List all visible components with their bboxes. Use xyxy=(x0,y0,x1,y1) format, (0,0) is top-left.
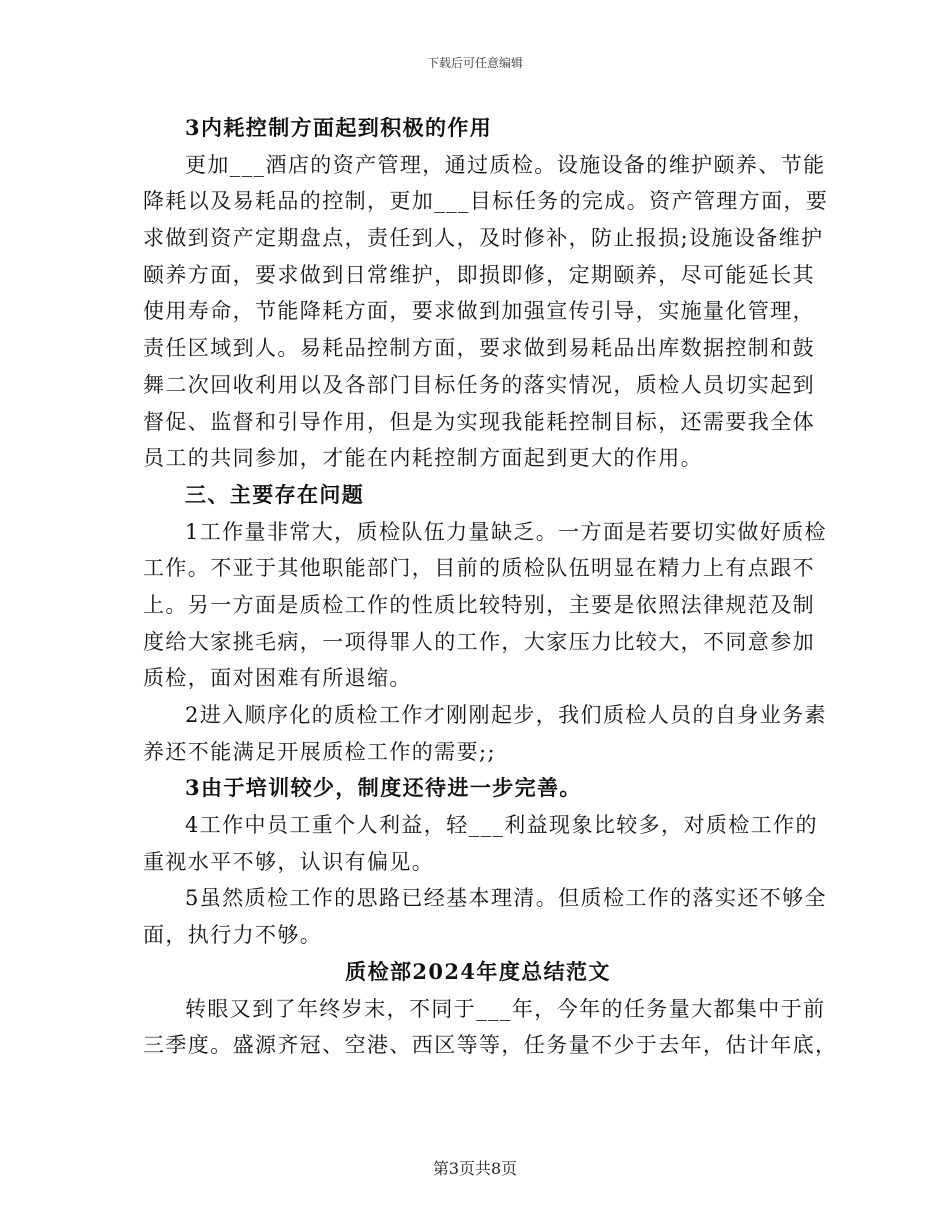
paragraph-line: 质检，面对困难有所退缩。 xyxy=(143,666,412,691)
paragraph-line: 1工作量非常大，质检队伍力量缺乏。一方面是若要切实做好质检 xyxy=(185,519,827,544)
section-heading: 3由于培训较少，制度还待进一步完善。 xyxy=(185,775,582,801)
paragraph-line: 颐养方面，要求做到日常维护，即损即修，定期颐养，尽可能延长其 xyxy=(143,262,815,287)
paragraph-line: 求做到资产定期盘点，责任到人，及时修补，防止报损;设施设备维护 xyxy=(143,226,824,251)
paragraph-line: 面，执行力不够。 xyxy=(143,923,323,948)
paragraph-line: 降耗以及易耗品的控制，更加___目标任务的完成。资产管理方面，要 xyxy=(143,189,829,214)
header-note: 下载后可任意编辑 xyxy=(426,56,523,70)
paragraph-line: 三季度。盛源齐冠、空港、西区等等，任务量不少于去年，估计年底， xyxy=(143,1033,838,1058)
paragraph-line: 养还不能满足开展质检工作的需要;; xyxy=(143,739,496,764)
paragraph-line: 度给大家挑毛病，一项得罪人的工作，大家压力比较大，不同意参加 xyxy=(143,629,815,654)
paragraph-line: 5虽然质检工作的思路已经基本理清。但质检工作的落实还不够全 xyxy=(185,886,827,911)
document-title: 质检部2024年度总结范文 xyxy=(345,958,611,984)
section-heading: 3内耗控制方面起到积极的作用 xyxy=(185,115,493,140)
section-heading: 三、主要存在问题 xyxy=(185,481,365,507)
paragraph-line: 2进入顺序化的质检工作才刚刚起步，我们质检人员的自身业务素 xyxy=(185,703,827,727)
page-number-footer: 第3页共8页 xyxy=(432,1159,518,1178)
paragraph-line: 员工的共同参加，才能在内耗控制方面起到更大的作用。 xyxy=(143,446,703,471)
paragraph-line: 责任区域到人。易耗品控制方面，要求做到易耗品出库数据控制和鼓 xyxy=(143,336,815,361)
paragraph-line: 工作。不亚于其他职能部门，目前的质检队伍明显在精力上有点跟不 xyxy=(143,556,815,581)
paragraph-line: 使用寿命，节能降耗方面，要求做到加强宣传引导，实施量化管理， xyxy=(143,299,815,324)
paragraph-line: 4工作中员工重个人利益，轻___利益现象比较多，对质检工作的 xyxy=(185,813,818,838)
paragraph-line: 督促、监督和引导作用，但是为实现我能耗控制目标，还需要我全体 xyxy=(143,409,815,434)
paragraph-line: 舞二次回收利用以及各部门目标任务的落实情况，质检人员切实起到 xyxy=(143,372,815,397)
paragraph-line: 转眼又到了年终岁末，不同于___年，今年的任务量大都集中于前 xyxy=(185,996,826,1021)
paragraph-line: 上。另一方面是质检工作的性质比较特别，主要是依照法律规范及制 xyxy=(143,592,815,617)
paragraph-line: 重视水平不够，认识有偏见。 xyxy=(143,849,435,874)
paragraph-line: 更加___酒店的资产管理，通过质检。设施设备的维护颐养、节能 xyxy=(185,152,826,177)
document-body xyxy=(143,110,838,1064)
